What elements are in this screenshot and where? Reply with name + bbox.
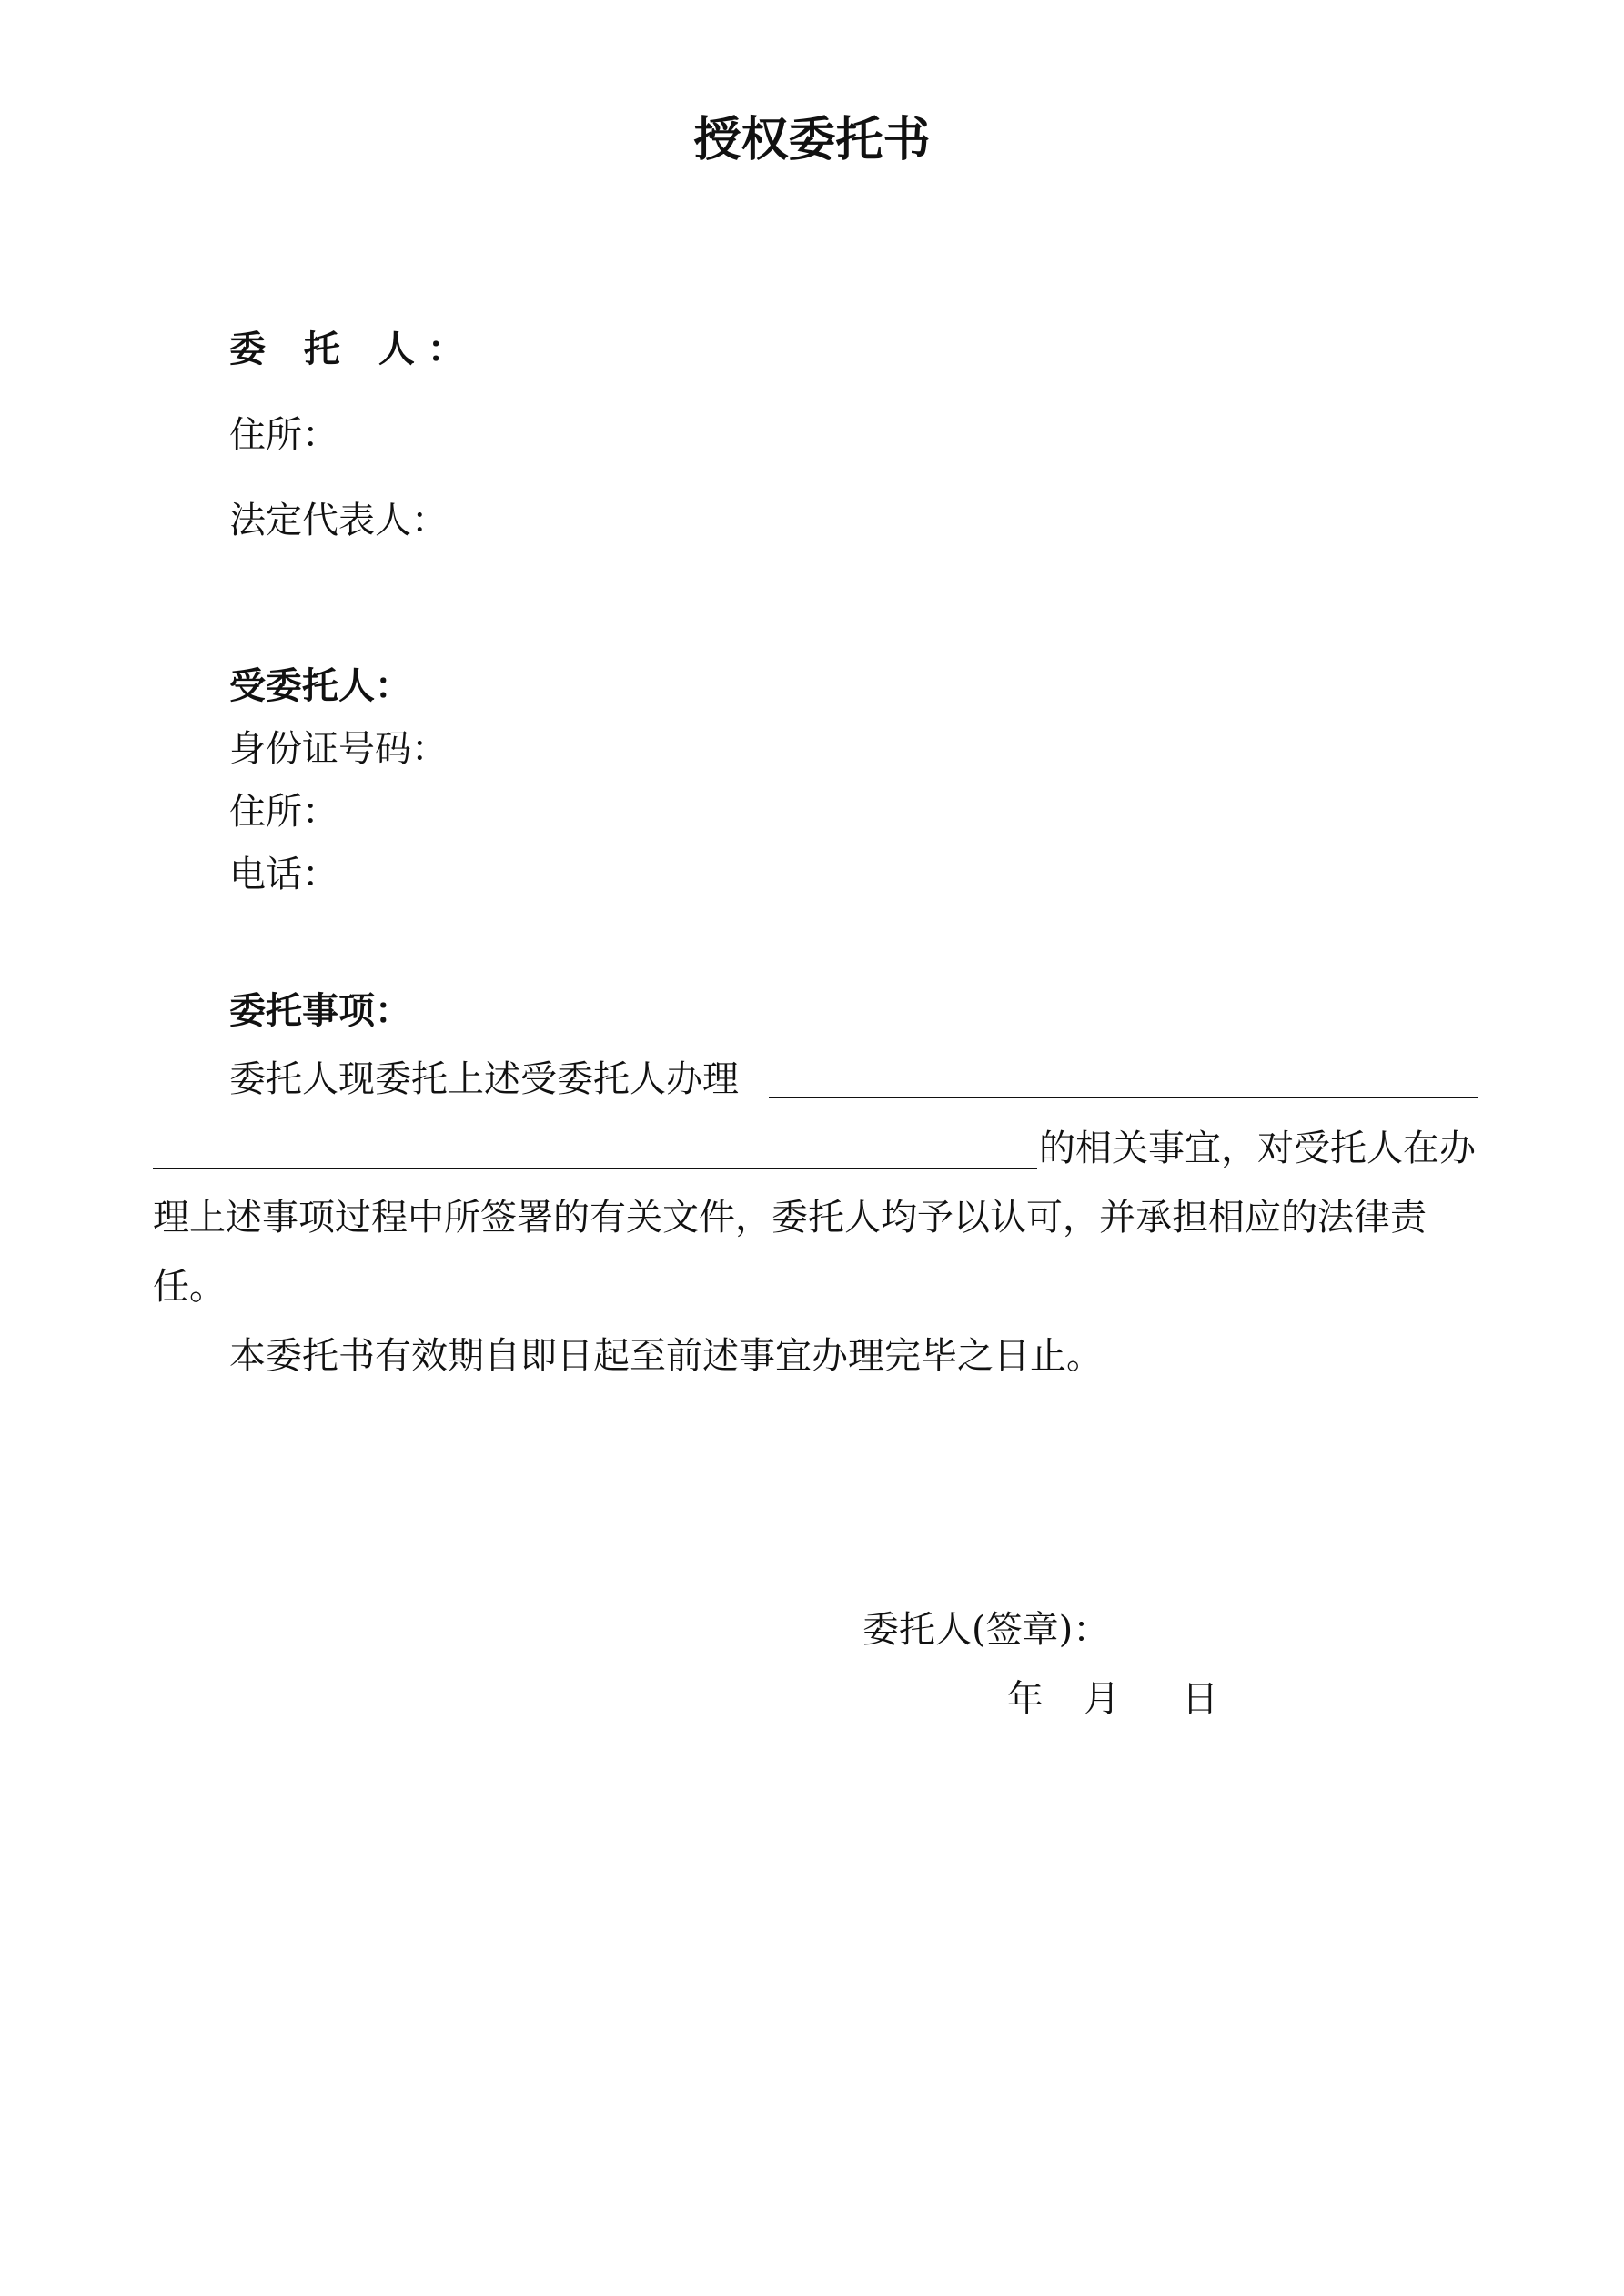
validity-text: 本委托书有效期自即日起至前述事宜办理完毕之日止。	[229, 1335, 1103, 1377]
matters-blank-line-2	[153, 1168, 1037, 1169]
matters-line4: 任。	[153, 1266, 226, 1308]
signature-label: 委托人(签章)：	[862, 1609, 1110, 1651]
matters-line1-prefix: 委托人现委托上述受委托人办理	[229, 1058, 739, 1100]
agent-address-label: 住所：	[229, 791, 338, 833]
agent-phone-label: 电话：	[229, 854, 338, 895]
principal-address-label: 住所：	[229, 414, 338, 456]
date-day-label: 日	[1182, 1678, 1218, 1720]
matters-blank-line-1	[769, 1097, 1478, 1098]
date-month-label: 月	[1084, 1678, 1120, 1720]
date-year-label: 年	[1007, 1678, 1044, 1720]
agent-id-label: 身份证号码：	[229, 728, 448, 770]
matters-line3: 理上述事项过程中所签署的有关文件，委托人均予以认可，并承担相应的法律责	[153, 1197, 1427, 1239]
principal-legal-rep-label: 法定代表人：	[229, 500, 448, 541]
matters-heading: 委托事项：	[229, 990, 411, 1032]
document-title: 授权委托书	[693, 113, 931, 167]
principal-heading: 委 托 人：	[229, 329, 477, 370]
agent-heading: 受委托人：	[229, 665, 411, 707]
matters-line2-suffix: 的相关事宜，对受托人在办	[1039, 1128, 1476, 1169]
